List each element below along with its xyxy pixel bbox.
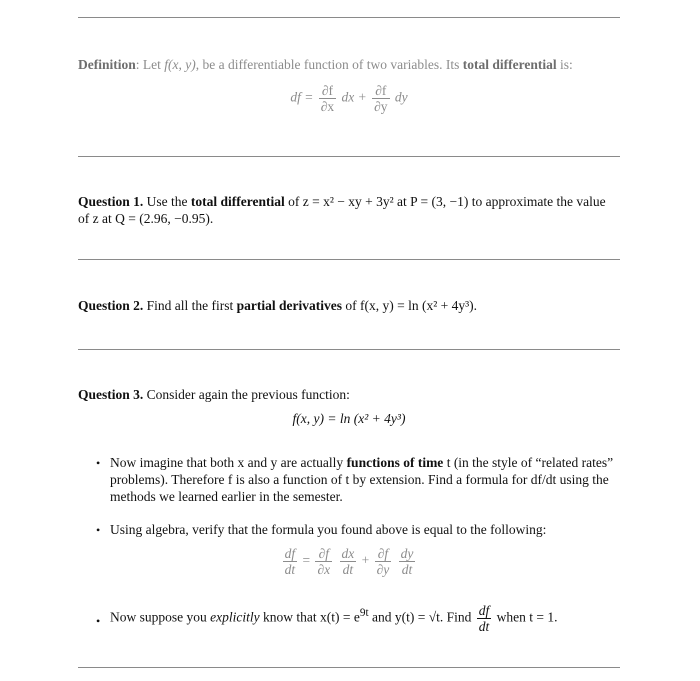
eq-end: dy (394, 89, 408, 105)
frac-df-dt (283, 546, 298, 577)
q3-display-equation: f(x, y) = ln (x² + 4y³) (292, 411, 406, 426)
frac-den: dt (401, 562, 413, 577)
frac-den: ∂y (376, 562, 390, 577)
frac-dy-dt (399, 546, 416, 577)
bullet-1-text (110, 454, 620, 505)
b1-bold: functions of time (346, 455, 444, 470)
definition-text-a: : Let (135, 57, 165, 72)
divider-3 (78, 349, 620, 350)
question-1 (78, 193, 620, 227)
equals-sign: = (302, 552, 311, 568)
divider-1 (78, 156, 620, 157)
frac-den: ∂y (374, 99, 388, 114)
frac-den: ∂x (317, 562, 331, 577)
q2-bold: partial derivatives (236, 298, 342, 313)
plus-sign: + (361, 552, 370, 568)
bullet-1-marker: • (96, 456, 101, 470)
b3-text-d: when t = 1. (493, 609, 558, 625)
definition-text (78, 56, 620, 73)
q3-text-a: Consider again the previous function: (143, 387, 350, 402)
frac-den: dt (284, 562, 296, 577)
b3-text-a: Now suppose you (110, 609, 211, 625)
question-3-label: Question 3. (78, 387, 144, 402)
bullet-3-marker: • (96, 614, 101, 628)
eq-mid: dx + (341, 89, 367, 105)
question-2-label: Question 2. (78, 298, 144, 313)
bullet-3-text (110, 603, 620, 634)
frac-num: dx (341, 546, 355, 561)
frac-df-dy (372, 83, 389, 114)
question-2 (78, 297, 620, 314)
frac-num: df (478, 603, 490, 618)
definition-bold: total differential (462, 57, 557, 72)
bullet-2-text: Using algebra, verify that the formula you found above is equal to the following: (110, 522, 547, 537)
frac-den: dt (342, 562, 354, 577)
frac-den: dt (478, 619, 490, 634)
definition-func: f(x, y) (164, 57, 196, 72)
q1-text-a: Use the (143, 194, 191, 209)
divider-bottom (78, 667, 620, 668)
frac-num: dy (400, 546, 414, 561)
divider-top (78, 17, 620, 18)
definition-text-c: is: (556, 57, 573, 72)
bullet-2-marker: • (96, 523, 101, 537)
q1-bold: total differential (190, 194, 285, 209)
q1-text-b: of z = x² − xy + 3y² at P = (3, −1) to approximate the value of z at Q = (2.96, −0.95). (78, 194, 606, 226)
b3-text-b: know that x(t) = e (259, 609, 360, 625)
question-1-label: Question 1. (78, 194, 144, 209)
definition-text-b: , be a differentiable function of two variables. Its (195, 57, 463, 72)
b3-emphasis: explicitly (210, 609, 260, 625)
frac-den: ∂x (320, 99, 335, 114)
eq-lhs: df = (290, 89, 314, 105)
frac-num: df (284, 546, 296, 561)
frac-num: ∂f (315, 546, 332, 562)
total-differential-equation (78, 83, 620, 114)
frac-num: ∂f (319, 83, 336, 99)
b1-text-b: t (in the style of “related rates” problems). Therefore f is also a function of t by extension. Find a formula for df/dt using the methods we learned earlier in the semester. (110, 455, 614, 504)
b3-exponent: 9t (359, 607, 369, 620)
b3-text-c: and y(t) = √t. Find (368, 609, 475, 625)
q2-text-b: of f(x, y) = ln (x² + 4y³). (342, 298, 478, 313)
frac-num: ∂f (372, 83, 389, 99)
definition-label: Definition (78, 57, 136, 72)
b1-text-a: Now imagine that both x and y are actually (110, 455, 347, 470)
frac-df-dy-2 (375, 546, 392, 577)
frac-df-dx-2 (315, 546, 332, 577)
frac-df-dt-inline (477, 603, 492, 634)
chain-rule-equation (78, 546, 620, 577)
question-3 (78, 386, 620, 403)
q2-text-a: Find all the first (143, 298, 237, 313)
frac-dx-dt (340, 546, 357, 577)
frac-df-dx (319, 83, 336, 114)
frac-num: ∂f (375, 546, 392, 562)
divider-2 (78, 259, 620, 260)
